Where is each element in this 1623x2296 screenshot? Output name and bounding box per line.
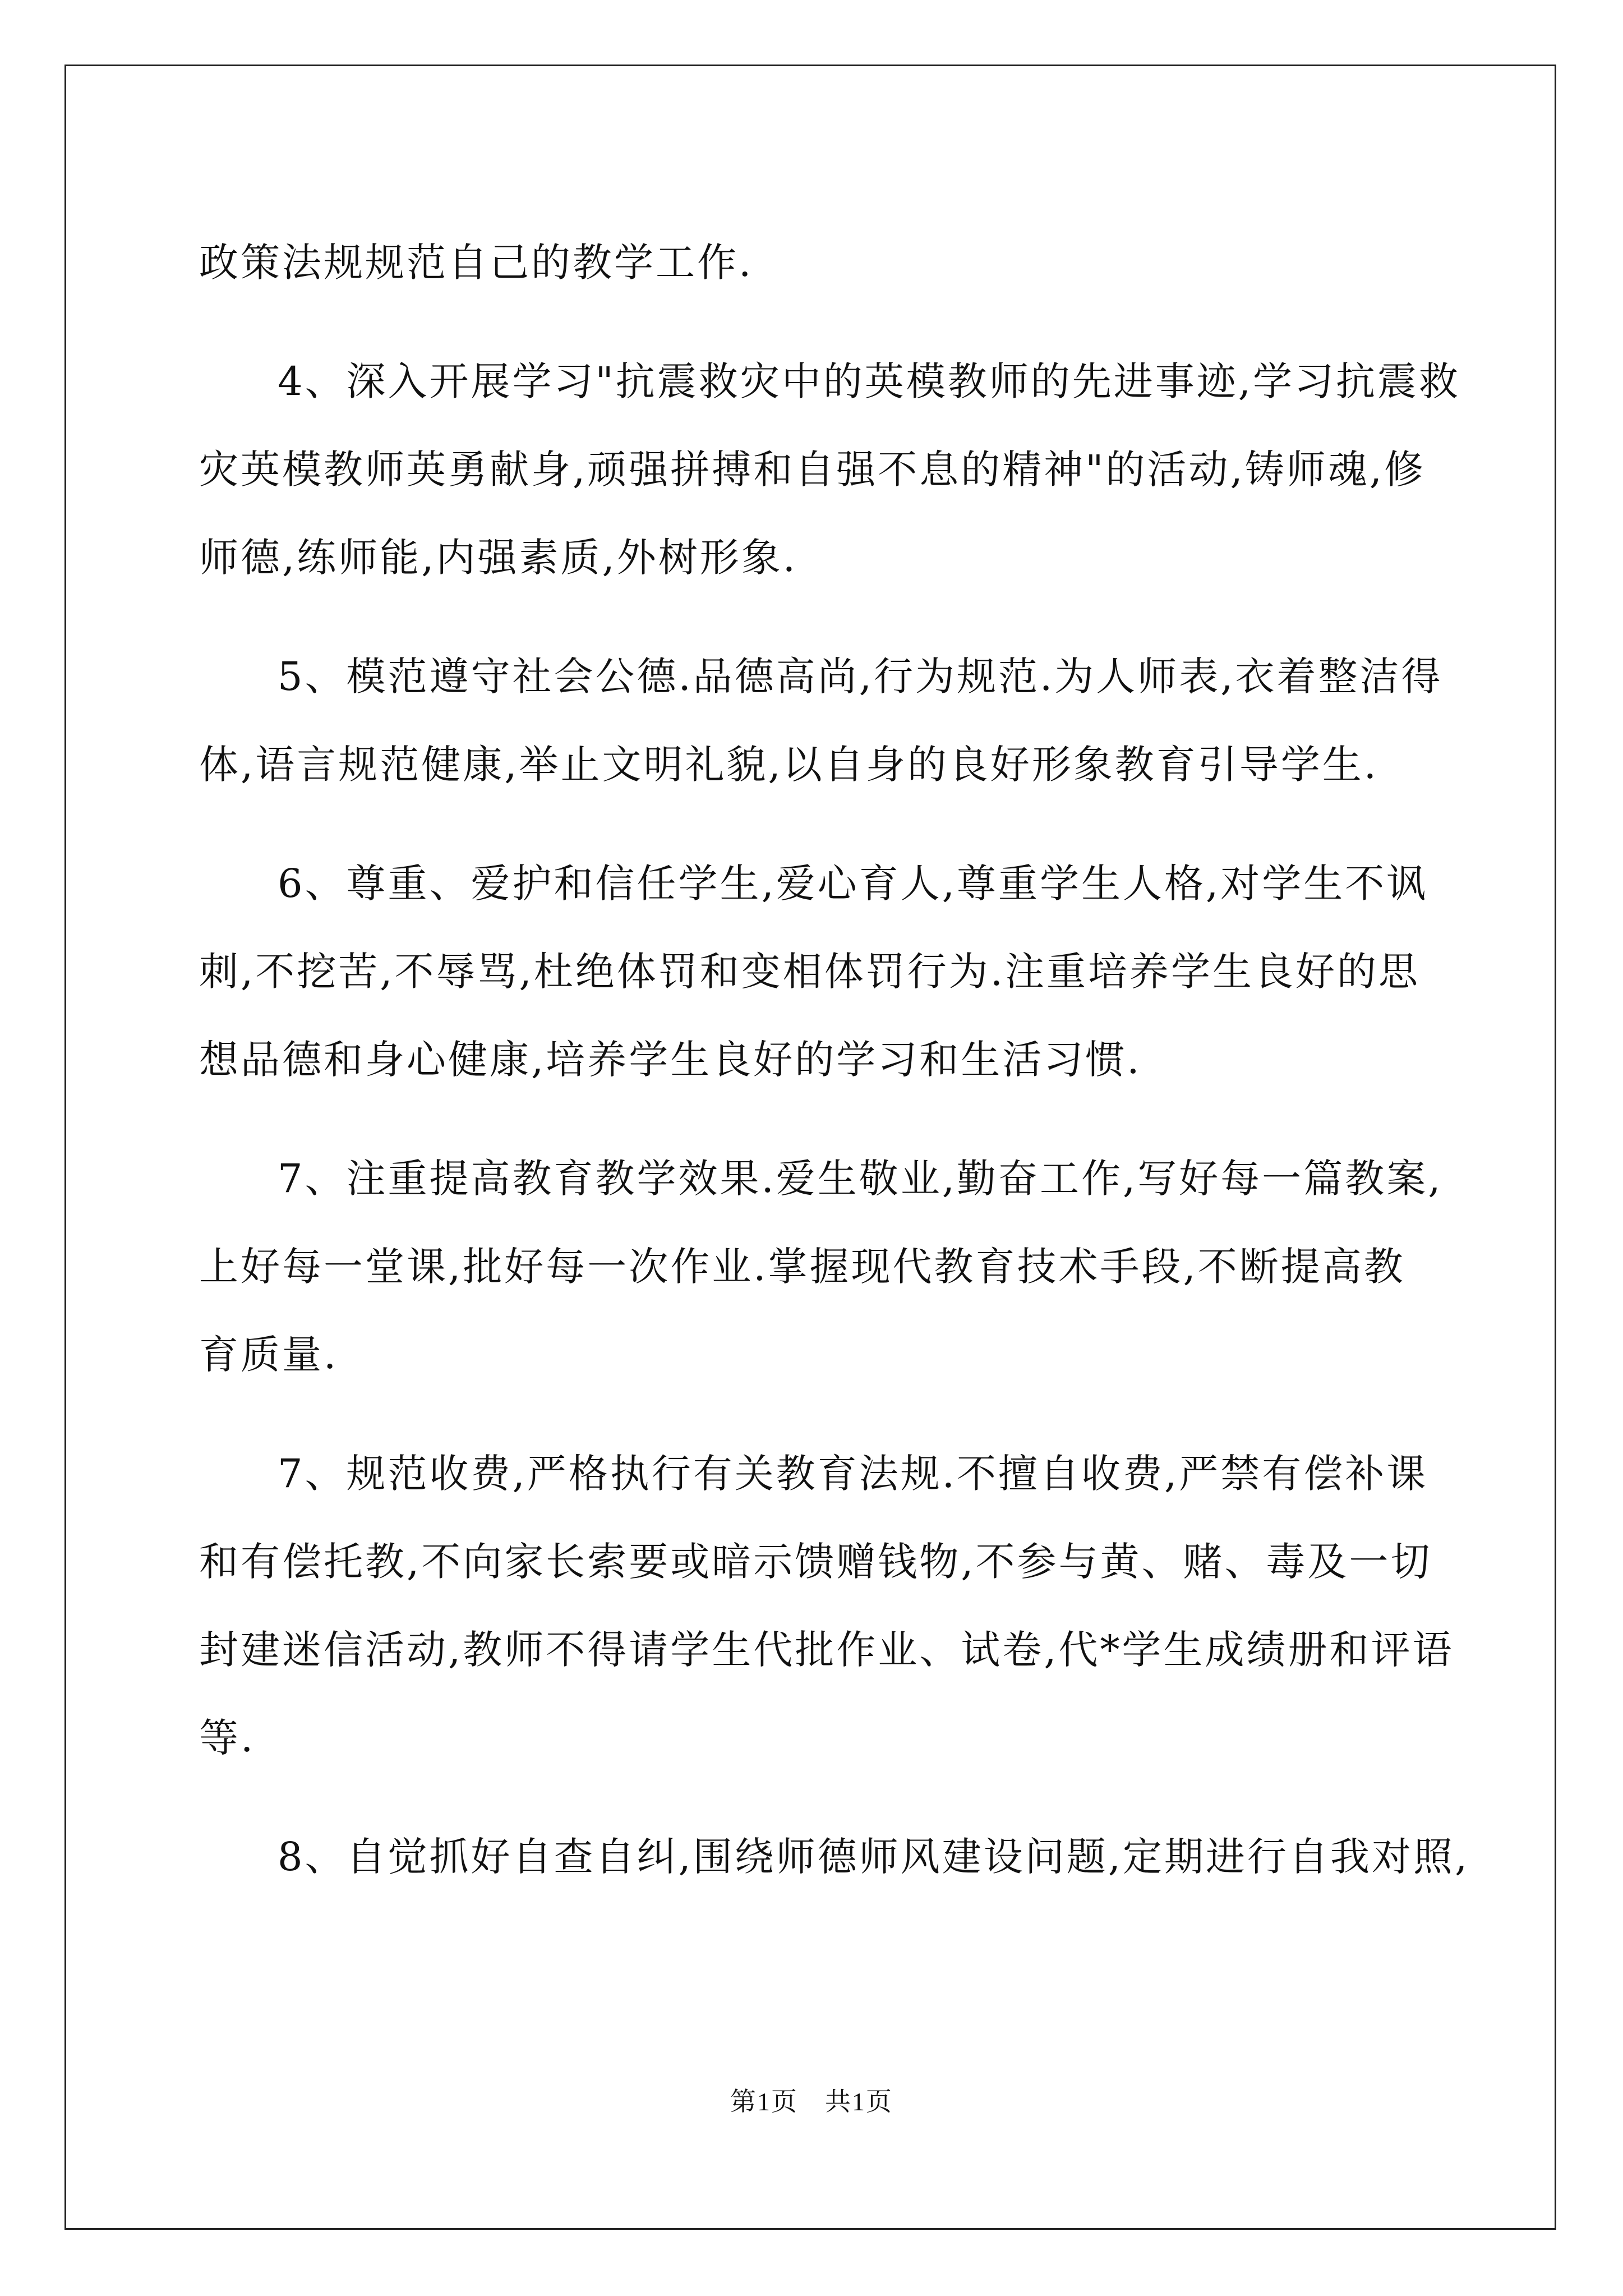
text-line: 和有偿托教,不向家长索要或暗示馈赠钱物,不参与黄、赌、毒及一切 xyxy=(199,1539,1432,1585)
text-line: 6、尊重、爱护和信任学生,爱心育人,尊重学生人格,对学生不讽 xyxy=(278,861,1428,907)
text-line: 政策法规规范自己的教学工作. xyxy=(199,240,754,286)
text-line: 7、规范收费,严格执行有关教育法规.不擅自收费,严禁有偿补课 xyxy=(278,1451,1428,1497)
text-line: 育质量. xyxy=(199,1332,339,1378)
text-line: 刺,不挖苦,不辱骂,杜绝体罚和变相体罚行为.注重培养学生良好的思 xyxy=(199,949,1421,995)
text-line: 5、模范遵守社会公德.品德高尚,行为规范.为人师表,衣着整洁得 xyxy=(278,654,1443,700)
text-line: 师德,练师能,内强素质,外树形象. xyxy=(199,535,798,581)
text-line: 上好每一堂课,批好每一次作业.掌握现代教育技术手段,不断提高教 xyxy=(199,1244,1405,1290)
text-line: 8、自觉抓好自查自纠,围绕师德师风建设问题,定期进行自我对照, xyxy=(278,1834,1470,1880)
text-line: 灾英模教师英勇献身,顽强拼搏和自强不息的精神"的活动,铸师魂,修 xyxy=(199,447,1426,493)
text-line: 封建迷信活动,教师不得请学生代批作业、试卷,代*学生成绩册和评语 xyxy=(199,1627,1454,1673)
document-body xyxy=(199,219,1470,1901)
text-line: 体,语言规范健康,举止文明礼貌,以自身的良好形象教育引导学生. xyxy=(199,742,1379,788)
text-line: 等. xyxy=(199,1715,256,1761)
text-line: 7、注重提高教育教学效果.爱生敬业,勤奋工作,写好每一篇教案, xyxy=(278,1156,1443,1202)
page-footer: 第1页 共1页 xyxy=(730,2087,893,2116)
text-line: 想品德和身心健康,培养学生良好的学习和生活习惯. xyxy=(199,1037,1142,1083)
text-line: 4、深入开展学习"抗震救灾中的英模教师的先进事迹,学习抗震救 xyxy=(278,358,1460,404)
